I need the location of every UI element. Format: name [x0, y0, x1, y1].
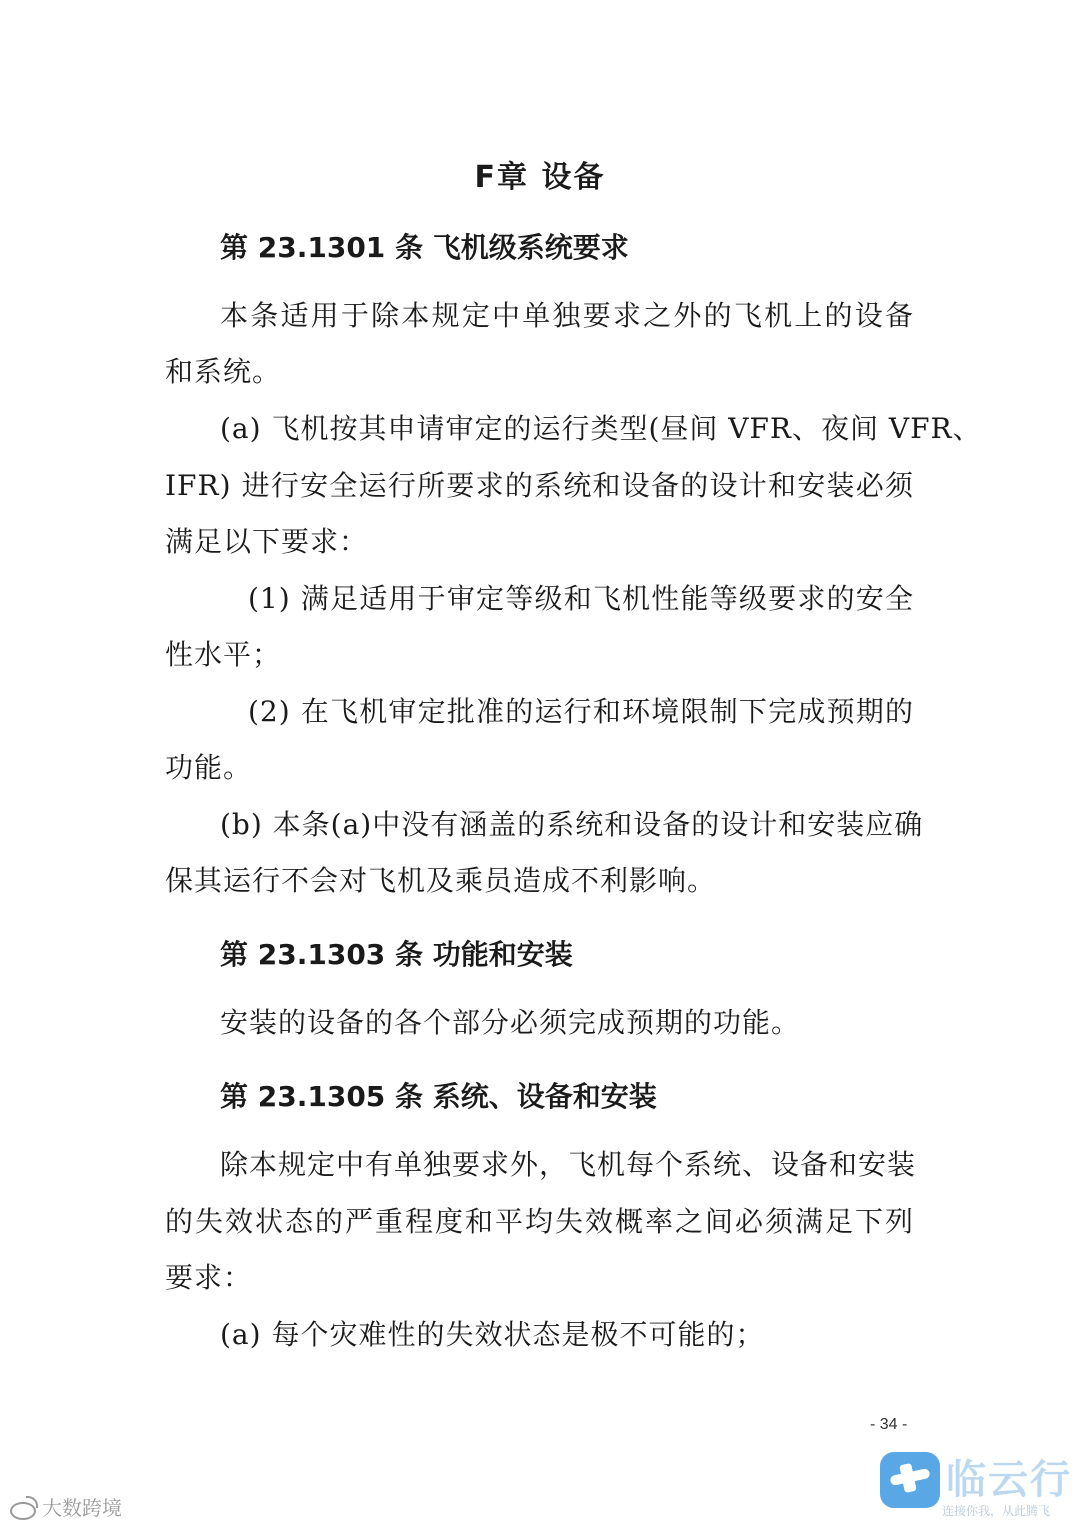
paragraph-line: 除本规定中有单独要求外，飞机每个系统、设备和安装	[220, 1148, 917, 1181]
watermark-left-text: 大数跨境	[42, 1496, 122, 1520]
watermark-right-subtext: 连接你我，从此腾飞	[942, 1504, 1051, 1518]
paragraph-line: 满足以下要求：	[165, 525, 369, 558]
paragraph-line: (b) 本条(a)中没有涵盖的系统和设备的设计和安装应确	[220, 808, 924, 841]
paragraph-line: (a) 每个灾难性的失效状态是极不可能的；	[220, 1318, 765, 1351]
page-number: - 34 -	[870, 1416, 908, 1433]
section-heading-23-1301: 第 23.1301 条 飞机级系统要求	[220, 231, 629, 264]
airplane-logo-icon	[880, 1452, 940, 1508]
watermark-right	[880, 1448, 1076, 1524]
weibo-icon	[8, 1496, 38, 1518]
paragraph-line: 性水平；	[165, 638, 282, 671]
paragraph-line: 的失效状态的严重程度和平均失效概率之间必须满足下列	[165, 1205, 914, 1238]
section-heading-23-1303: 第 23.1303 条 功能和安装	[220, 938, 573, 971]
paragraph-line: (2) 在飞机审定批准的运行和环境限制下完成预期的	[248, 695, 914, 728]
watermark-left	[8, 1492, 122, 1521]
paragraph-line: 和系统。	[165, 355, 282, 388]
paragraph-line: 本条适用于除本规定中单独要求之外的飞机上的设备	[220, 299, 914, 332]
section-heading-23-1305: 第 23.1305 条 系统、设备和安装	[220, 1080, 657, 1113]
paragraph-line: (1) 满足适用于审定等级和飞机性能等级要求的安全	[248, 582, 914, 615]
paragraph-line: IFR) 进行安全运行所要求的系统和设备的设计和安装必须	[165, 469, 914, 502]
paragraph-line: (a) 飞机按其申请审定的运行类型(昼间 VFR、夜间 VFR、	[220, 412, 982, 445]
paragraph-line: 要求：	[165, 1261, 253, 1294]
chapter-title: F章 设备	[474, 160, 606, 195]
paragraph-line: 安装的设备的各个部分必须完成预期的功能。	[220, 1006, 801, 1039]
watermark-right-text: 临云行	[946, 1457, 1072, 1503]
paragraph-line: 功能。	[165, 751, 253, 784]
paragraph-line: 保其运行不会对飞机及乘员造成不利影响。	[165, 864, 717, 897]
